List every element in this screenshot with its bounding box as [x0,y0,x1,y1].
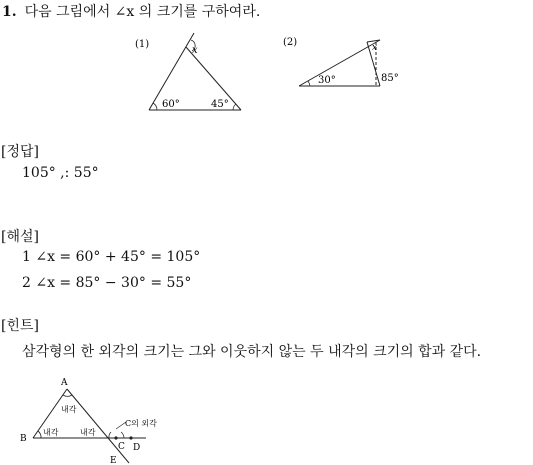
hint-point-c [114,436,117,439]
hint-inner-angle-top: 내각 [61,405,77,414]
hint-label-d: D [133,443,141,453]
hint-diagram [0,370,200,465]
hint-point-d [129,436,132,439]
figure-2-angle-right: 85° [381,73,399,84]
question-text: 다음 그림에서 ∠x 의 크기를 구하여라. [24,4,261,20]
question-number: 1. [2,4,17,20]
answer-header: [정답] [1,144,39,160]
figure-1 [135,33,241,110]
answer-text: 105° ,: 55° [22,165,99,181]
hint-label-c: C [118,442,125,452]
hint-arc-a [63,395,72,396]
hint-text: 삼각형의 한 외각의 크기는 그와 이웃하지 않는 두 내각의 크기의 합과 같다. [22,344,482,360]
figure-2-angle-x: x [372,43,378,53]
figure-1-label: (1) [135,39,150,50]
problem-figures [0,0,533,130]
figure-2-hypotenuse [299,40,380,86]
hint-inner-angle-right: 내각 [80,428,96,437]
figure-2-label: (2) [283,37,298,48]
figure-1-angle-right: 45° [211,99,229,110]
figure-1-angle-x: x [192,45,198,56]
figure-2 [283,37,399,86]
explanation-line-2: 2 ∠x = 85° − 30° = 55° [22,275,192,291]
hint-label-e: E [110,456,117,465]
hint-arc-c-inner [109,432,111,438]
figure-2-arc-left [308,81,310,86]
hint-exterior-label: C의 외각 [125,419,157,428]
hint-header: [힌트] [1,318,39,334]
hint-arc-c-exterior [121,432,124,438]
hint-label-b: B [20,434,27,444]
explanation-line-1: 1 ∠x = 60° + 45° = 105° [22,249,201,265]
explanation-header: [해설] [1,229,39,245]
figure-1-angle-left: 60° [162,99,180,110]
hint-inner-angle-left: 내각 [43,428,59,437]
hint-arc-b [38,431,41,438]
figure-1-arc-right [233,104,236,110]
hint-label-a: A [61,378,68,388]
figure-2-angle-left: 30° [318,75,336,86]
figure-1-arc-left [153,103,157,110]
